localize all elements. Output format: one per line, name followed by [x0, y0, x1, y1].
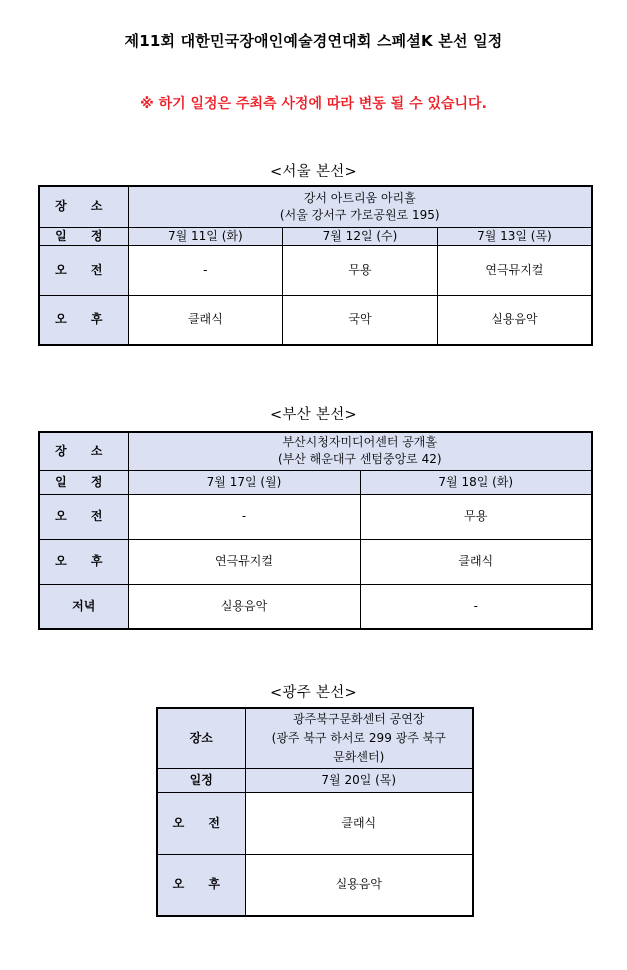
- morning-row: [39, 494, 592, 539]
- venue-name: 부산시청자미디어센터 공개홀: [282, 435, 437, 450]
- date-label: 일 정: [39, 470, 128, 494]
- venue-row: [157, 708, 473, 768]
- date-label: 일 정: [39, 227, 128, 245]
- schedule-cell: -: [128, 245, 283, 295]
- schedule-cell: 국악: [283, 295, 438, 345]
- venue-name: 광주북구문화센터 공연장: [293, 711, 425, 726]
- date-cell: 7월 13일 (목): [437, 227, 592, 245]
- date-row: [157, 768, 473, 792]
- evening-row: [39, 584, 592, 629]
- venue-name: 강서 아트리움 아리홀: [303, 190, 416, 205]
- gwangju-section-title: <광주 본선>: [269, 685, 358, 701]
- date-cell: 7월 12일 (수): [283, 227, 438, 245]
- date-cell: 7월 18일 (화): [360, 470, 592, 494]
- venue-cell: [128, 186, 592, 227]
- morning-row: [39, 245, 592, 295]
- afternoon-row: [157, 854, 473, 916]
- date-cell: 7월 17일 (월): [128, 470, 360, 494]
- schedule-change-notice: ※ 하기 일정은 주최측 사정에 따라 변동 될 수 있습니다.: [140, 96, 487, 112]
- page-title: 제11회 대한민국장애인예술경연대회 스페셜K 본선 일정: [124, 32, 503, 50]
- morning-row: [157, 792, 473, 854]
- date-cell: 7월 11일 (화): [128, 227, 283, 245]
- seoul-section-title: <서울 본선>: [269, 164, 358, 180]
- gwangju-schedule-table: [156, 707, 474, 917]
- busan-section-title: <부산 본선>: [269, 407, 358, 423]
- afternoon-label: 오 후: [39, 295, 128, 345]
- date-cell: 7월 20일 (목): [245, 768, 473, 792]
- schedule-cell: 클래식: [360, 539, 592, 584]
- venue-address: (광주 북구 하서로 299 광주 북구: [271, 730, 446, 745]
- schedule-cell: 실용음악: [245, 854, 473, 916]
- date-label: 일정: [157, 768, 245, 792]
- venue-label: 장 소: [39, 432, 128, 470]
- morning-label: 오 전: [39, 245, 128, 295]
- date-row: [39, 227, 592, 245]
- venue-label: 장소: [157, 708, 245, 768]
- evening-label: 저녁: [39, 584, 128, 629]
- venue-cell: [128, 432, 592, 470]
- afternoon-row: [39, 539, 592, 584]
- venue-address: 문화센터): [333, 749, 385, 764]
- schedule-cell: 연극뮤지컬: [128, 539, 360, 584]
- venue-address: (부산 해운대구 센텀중앙로 42): [277, 452, 442, 467]
- schedule-cell: 실용음악: [437, 295, 592, 345]
- schedule-cell: 연극뮤지컬: [437, 245, 592, 295]
- venue-row: [39, 432, 592, 470]
- afternoon-row: [39, 295, 592, 345]
- date-row: [39, 470, 592, 494]
- morning-label: 오 전: [157, 792, 245, 854]
- busan-schedule-table: [38, 431, 593, 630]
- schedule-cell: 무용: [360, 494, 592, 539]
- schedule-cell: 클래식: [245, 792, 473, 854]
- morning-label: 오 전: [39, 494, 128, 539]
- afternoon-label: 오 후: [39, 539, 128, 584]
- seoul-schedule-table: [38, 185, 593, 346]
- schedule-cell: 클래식: [128, 295, 283, 345]
- venue-cell: [245, 708, 473, 768]
- venue-row: [39, 186, 592, 227]
- venue-label: 장 소: [39, 186, 128, 227]
- venue-address: (서울 강서구 가로공원로 195): [279, 207, 440, 222]
- schedule-cell: -: [360, 584, 592, 629]
- schedule-cell: -: [128, 494, 360, 539]
- schedule-cell: 무용: [283, 245, 438, 295]
- schedule-cell: 실용음악: [128, 584, 360, 629]
- afternoon-label: 오 후: [157, 854, 245, 916]
